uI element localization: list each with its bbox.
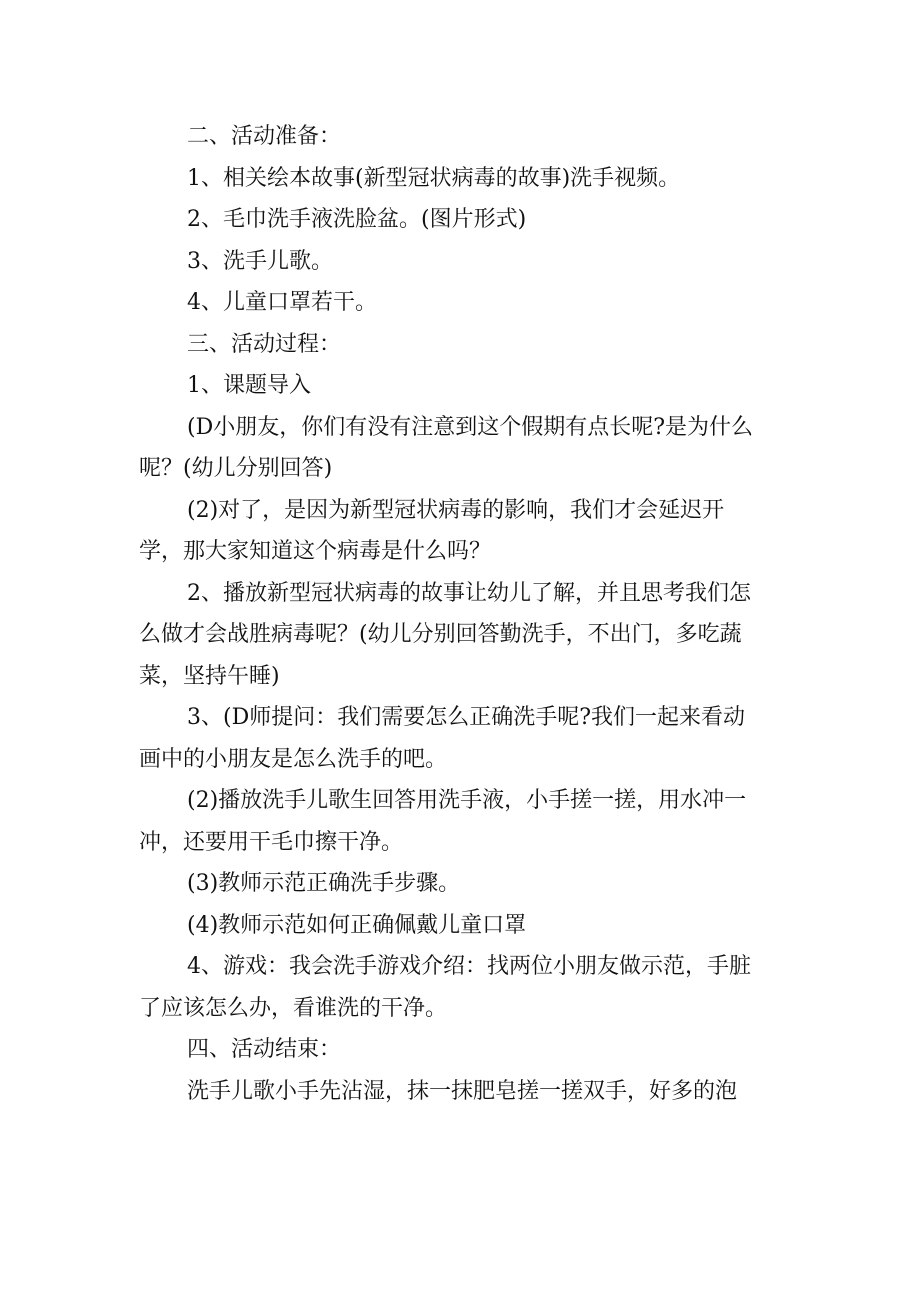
prep-item-1: 1、相关绘本故事(新型冠状病毒的故事)洗手视频。 [187, 165, 681, 191]
paragraph-line: 菜，坚持午睡) [139, 663, 280, 689]
paragraph-line: 了应该怎么办，看谁洗的干净。 [139, 995, 448, 1021]
paragraph-line: 2、播放新型冠状病毒的故事让幼儿了解，并且思考我们怎 [187, 580, 751, 606]
document-body [139, 116, 779, 1112]
process-step-1: 1、课题导入 [187, 373, 311, 398]
paragraph-line: (2)播放洗手儿歌生回答用洗手液，小手搓一搓，用水冲一 [187, 788, 747, 813]
paragraph-line: 画中的小朋友是怎么洗手的吧。 [139, 746, 448, 772]
prep-item-2: 2、毛巾洗手液洗脸盆。(图片形式) [187, 207, 527, 232]
heading-process: 三、活动过程： [187, 331, 342, 357]
prep-item-4: 4、儿童口罩若干。 [187, 290, 377, 315]
paragraph-line: 呢？(幼儿分别回答) [139, 456, 333, 481]
paragraph-line: (2)对了，是因为新型冠状病毒的影响，我们才会延迟开 [187, 497, 725, 523]
paragraph-line: 学，那大家知道这个病毒是什么吗？ [139, 539, 492, 564]
heading-preparation: 二、活动准备： [187, 124, 342, 149]
paragraph-line: 冲，还要用干毛巾擦干净。 [139, 829, 404, 855]
paragraph-line: (4)教师示范如何正确佩戴儿童口罩 [187, 912, 527, 938]
heading-conclusion: 四、活动结束： [187, 1037, 342, 1062]
paragraph-line: 么做才会战胜病毒呢？(幼儿分别回答勤洗手，不出门，多吃蔬 [139, 622, 742, 647]
paragraph-line: 洗手儿歌小手先沾湿，抹一抹肥皂搓一搓双手，好多的泡 [187, 1078, 738, 1104]
paragraph-line: 4、游戏：我会洗手游戏介绍：找两位小朋友做示范，手脏 [187, 954, 751, 979]
paragraph-line: (D小朋友，你们有没有注意到这个假期有点长呢?是为什么 [187, 414, 754, 440]
paragraph-line: (3)教师示范正确洗手步骤。 [187, 871, 461, 896]
paragraph-line: 3、(D师提问：我们需要怎么正确洗手呢?我们一起来看动 [187, 705, 746, 730]
prep-item-3: 3、洗手儿歌。 [187, 248, 333, 274]
